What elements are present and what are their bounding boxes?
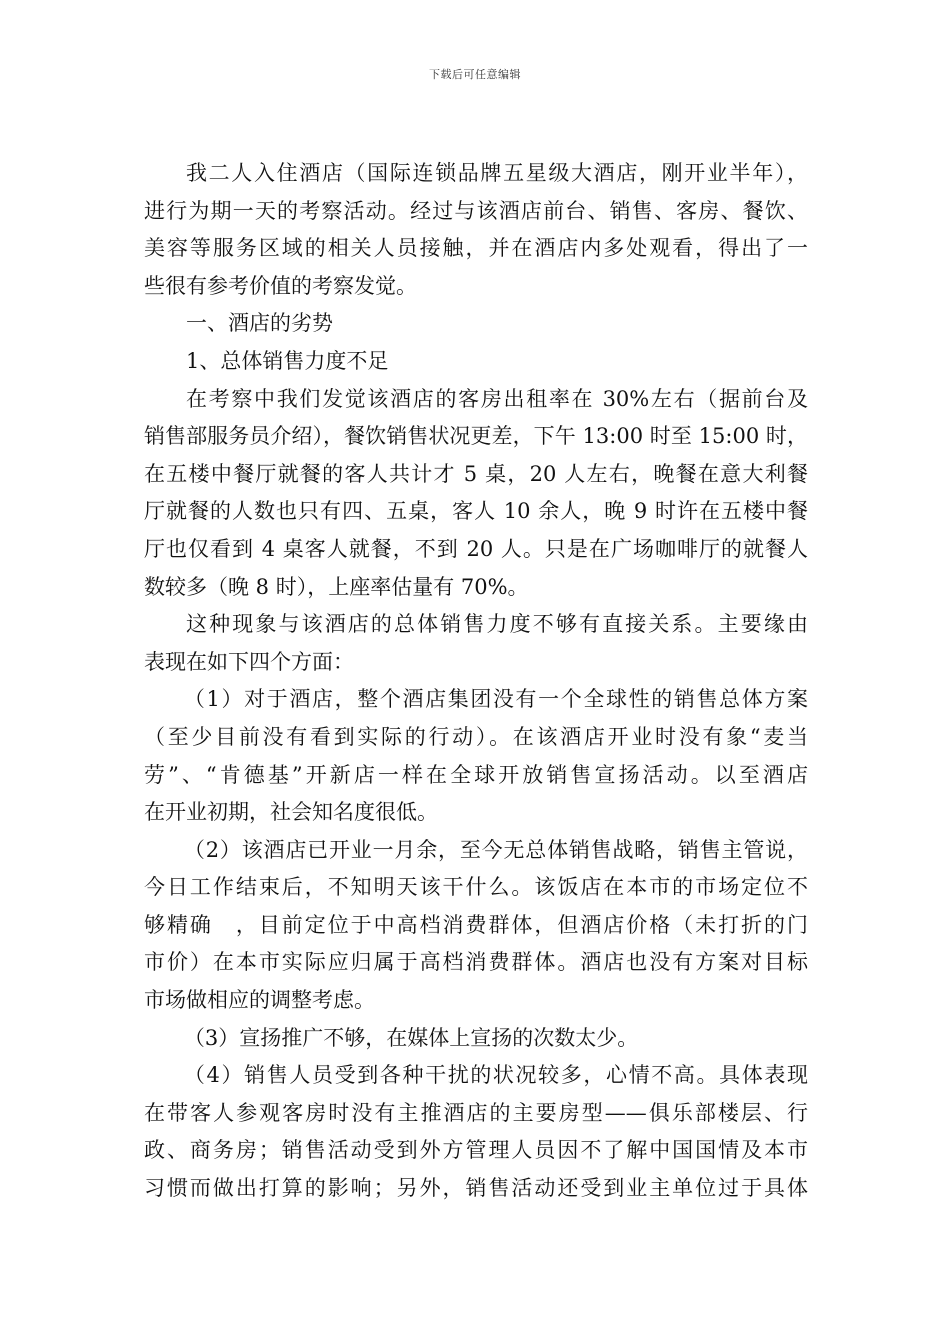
text-line: 够精确 ，目前定位于中高档消费群体，但酒店价格（未打折的门 bbox=[144, 912, 808, 937]
text-line: 在带客人参观客房时没有主推酒店的主要房型——俱乐部楼层、行 bbox=[144, 1100, 808, 1125]
text-line: （2）该酒店已开业一月余，至今无总体销售战略，销售主管说， bbox=[183, 837, 808, 862]
text-line: 美容等服务区域的相关人员接触，并在酒店内多处观看，得出了一 bbox=[144, 236, 808, 261]
text-line: 厅也仅看到 4 桌客人就餐，不到 20 人。只是在广场咖啡厅的就餐人 bbox=[144, 536, 808, 561]
paragraph-reason-3 bbox=[144, 1020, 808, 1058]
text-line: 习惯而做出打算的影响；另外，销售活动还受到业主单位过于具体 bbox=[144, 1176, 808, 1201]
text-line: 这种现象与该酒店的总体销售力度不够有直接关系。主要缘由 bbox=[186, 612, 808, 637]
text-line: 今日工作结束后，不知明天该干什么。该饭店在本市的市场定位不 bbox=[144, 875, 808, 900]
paragraph-reasons bbox=[144, 606, 808, 681]
page-header: 下载后可任意编辑 bbox=[429, 68, 521, 81]
document-body bbox=[144, 155, 808, 1208]
section-heading bbox=[144, 305, 808, 343]
text-line: 销售部服务员介绍），餐饮销售状况更差，下午 13:00 时至 15:00 时， bbox=[144, 424, 808, 449]
paragraph-occupancy bbox=[144, 381, 808, 607]
text-line: 市价）在本市实际应归属于高档消费群体。酒店也没有方案对目标 bbox=[144, 950, 808, 975]
text-line: 在五楼中餐厅就餐的客人共计才 5 桌，20 人左右，晚餐在意大利餐 bbox=[144, 461, 808, 486]
text-line: 数较多（晚 8 时），上座率估量有 70%。 bbox=[144, 574, 529, 599]
text-line: （1）对于酒店，整个酒店集团没有一个全球性的销售总体方案 bbox=[183, 687, 808, 712]
text-line: 我二人入住酒店（国际连锁品牌五星级大酒店，刚开业半年）， bbox=[186, 161, 808, 185]
text-line: 表现在如下四个方面： bbox=[144, 649, 354, 674]
text-line: 厅就餐的人数也只有四、五桌，客人 10 余人，晚 9 时许在五楼中餐 bbox=[144, 499, 808, 524]
text-line: （3）宣扬推广不够，在媒体上宣扬的次数太少。 bbox=[183, 1025, 639, 1050]
paragraph-intro bbox=[144, 155, 808, 305]
text-line: 一、酒店的劣势 bbox=[186, 311, 333, 336]
text-line: 市场做相应的调整考虑。 bbox=[144, 988, 375, 1013]
text-line: 劳”、“肯德基”开新店一样在全球开放销售宣扬活动。以至酒店 bbox=[144, 762, 808, 787]
text-line: 在考察中我们发觉该酒店的客房出租率在 30%左右（据前台及 bbox=[186, 386, 808, 411]
text-line: （4）销售人员受到各种干扰的状况较多，心情不高。具体表现 bbox=[183, 1063, 808, 1088]
subsection-heading bbox=[144, 343, 808, 381]
text-line: 进行为期一天的考察活动。经过与该酒店前台、销售、客房、餐饮、 bbox=[144, 198, 808, 223]
paragraph-reason-1 bbox=[144, 681, 808, 831]
text-line: 政、商务房；销售活动受到外方管理人员因不了解中国国情及本市 bbox=[144, 1138, 808, 1163]
paragraph-reason-2 bbox=[144, 832, 808, 1020]
text-line: 1、总体销售力度不足 bbox=[186, 348, 389, 373]
text-line: 些很有参考价值的考察发觉。 bbox=[144, 273, 417, 298]
text-line: （至少目前没有看到实际的行动）。在该酒店开业时没有象“麦当 bbox=[144, 724, 808, 749]
paragraph-reason-4 bbox=[144, 1057, 808, 1207]
text-line: 在开业初期，社会知名度很低。 bbox=[144, 800, 438, 825]
